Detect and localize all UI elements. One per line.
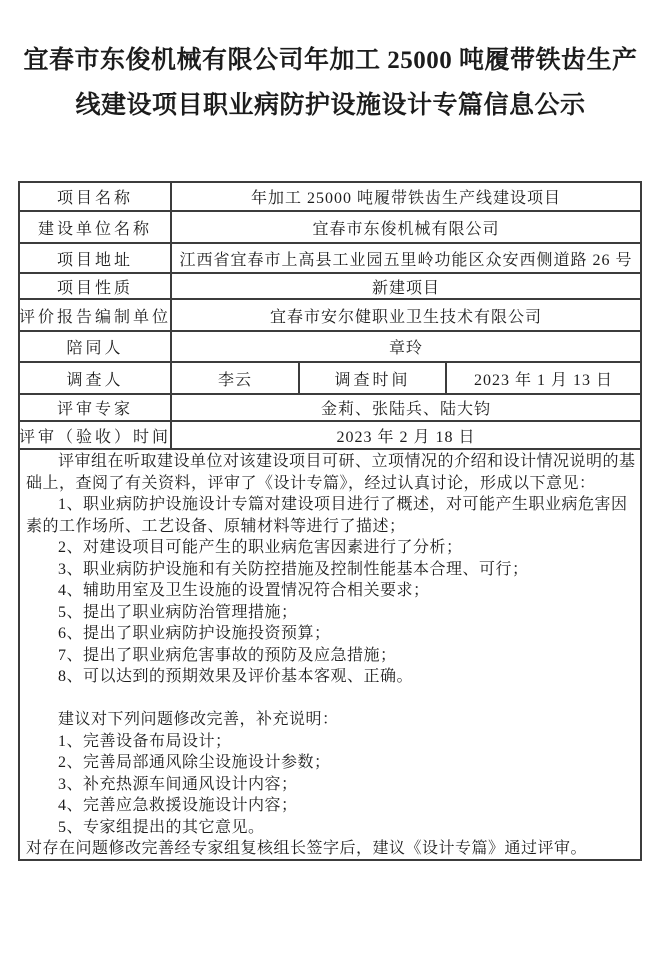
- row-label: 项目名称: [20, 183, 172, 210]
- row-label: 评审（验收）时间: [20, 422, 172, 448]
- row-label: 陪同人: [20, 332, 172, 361]
- table-row-construction-unit: [20, 212, 640, 244]
- opinion-line: 建议对下列问题修改完善，补充说明：: [58, 711, 339, 728]
- row-value: 新建项目: [371, 279, 440, 297]
- opinion-line: 5、专家组提出的其它意见。: [58, 818, 265, 836]
- opinion-line: 2、对建设项目可能产生的职业病危害因素进行了分析；: [58, 539, 463, 556]
- opinion-line: 8、可以达到的预期效果及评价基本客观、正确。: [58, 668, 414, 685]
- row-value: 章玲: [388, 340, 423, 357]
- opinion-line: 4、辅助用室及卫生设施的设置情况符合相关要求；: [58, 582, 430, 599]
- row-value: 宜春市东俊机械有限公司: [312, 220, 500, 238]
- review-opinion-cell: [20, 450, 640, 859]
- opinion-line: 素的工作场所、工艺设备、原辅材料等进行了描述；: [26, 517, 406, 535]
- title-line-1: 宜春市东俊机械有限公司年加工 25000 吨履带铁齿生产: [23, 47, 638, 74]
- row-label: 建设单位名称: [20, 212, 172, 242]
- row-value: 2023 年 2 月 18 日: [336, 428, 476, 446]
- title-line-2: 线建设项目职业病防护设施设计专篇信息公示: [75, 92, 586, 119]
- table-row-report-compiler: [20, 300, 640, 332]
- investigator-name: 李云: [172, 363, 300, 393]
- row-label: 评价报告编制单位: [20, 300, 172, 330]
- table-row-project-name: [20, 183, 640, 212]
- row-value: 江西省宜春市上高县工业园五里岭功能区众安西侧道路 26 号: [179, 251, 633, 269]
- opinion-line: 3、补充热源车间通风设计内容；: [58, 775, 298, 793]
- table-row-review-time: [20, 422, 640, 450]
- table-row-accompanying-person: [20, 332, 640, 363]
- document-page: [0, 38, 661, 972]
- project-info-table: [18, 181, 642, 861]
- row-value: 年加工 25000 吨履带铁齿生产线建设项目: [250, 190, 561, 207]
- row-label: 项目地址: [20, 244, 172, 272]
- row-label: 调查人: [20, 363, 172, 393]
- row-label: 项目性质: [20, 274, 172, 298]
- opinion-line: 2、完善局部通风除尘设施设计参数；: [58, 754, 331, 771]
- opinion-line: 1、完善设备布局设计；: [58, 732, 232, 750]
- table-row-project-nature: [20, 274, 640, 300]
- opinion-line: 础上，查阅了有关资料，评审了《设计专篇》，经过认真讨论，形成以下意见：: [26, 474, 596, 492]
- row-value: 金莉、张陆兵、陆大钧: [320, 401, 491, 418]
- opinion-line: [26, 688, 632, 710]
- opinion-line: 5、提出了职业病防治管理措施；: [58, 603, 298, 621]
- row-label: 评审专家: [20, 395, 172, 420]
- row-value: 宜春市安尔健职业卫生技术有限公司: [269, 308, 542, 326]
- table-row-investigator: [20, 363, 640, 395]
- table-row-project-address: [20, 244, 640, 274]
- opinion-line: 1、职业病防护设施设计专篇对建设项目进行了概述，对可能产生职业病危害因: [58, 496, 628, 513]
- opinion-line: 4、完善应急救援设施设计内容；: [58, 797, 298, 814]
- page-title: [18, 38, 643, 128]
- investigation-time-label: 调查时间: [300, 363, 447, 393]
- opinion-line: 6、提出了职业病防护设施投资预算；: [58, 625, 331, 642]
- investigation-time-value: 2023 年 1 月 13 日: [473, 371, 613, 389]
- table-row-review-experts: [20, 395, 640, 422]
- opinion-line: 3、职业病防护设施和有关防控措施及控制性能基本合理、可行；: [58, 560, 529, 578]
- opinion-line: 对存在问题修改完善经专家组复核组长签字后，建议《设计专篇》通过评审。: [26, 840, 588, 857]
- opinion-line: 7、提出了职业病危害事故的预防及应急措施；: [58, 646, 397, 664]
- opinion-line: 评审组在听取建设单位对该建设项目可研、立项情况的介绍和设计情况说明的基: [58, 453, 636, 470]
